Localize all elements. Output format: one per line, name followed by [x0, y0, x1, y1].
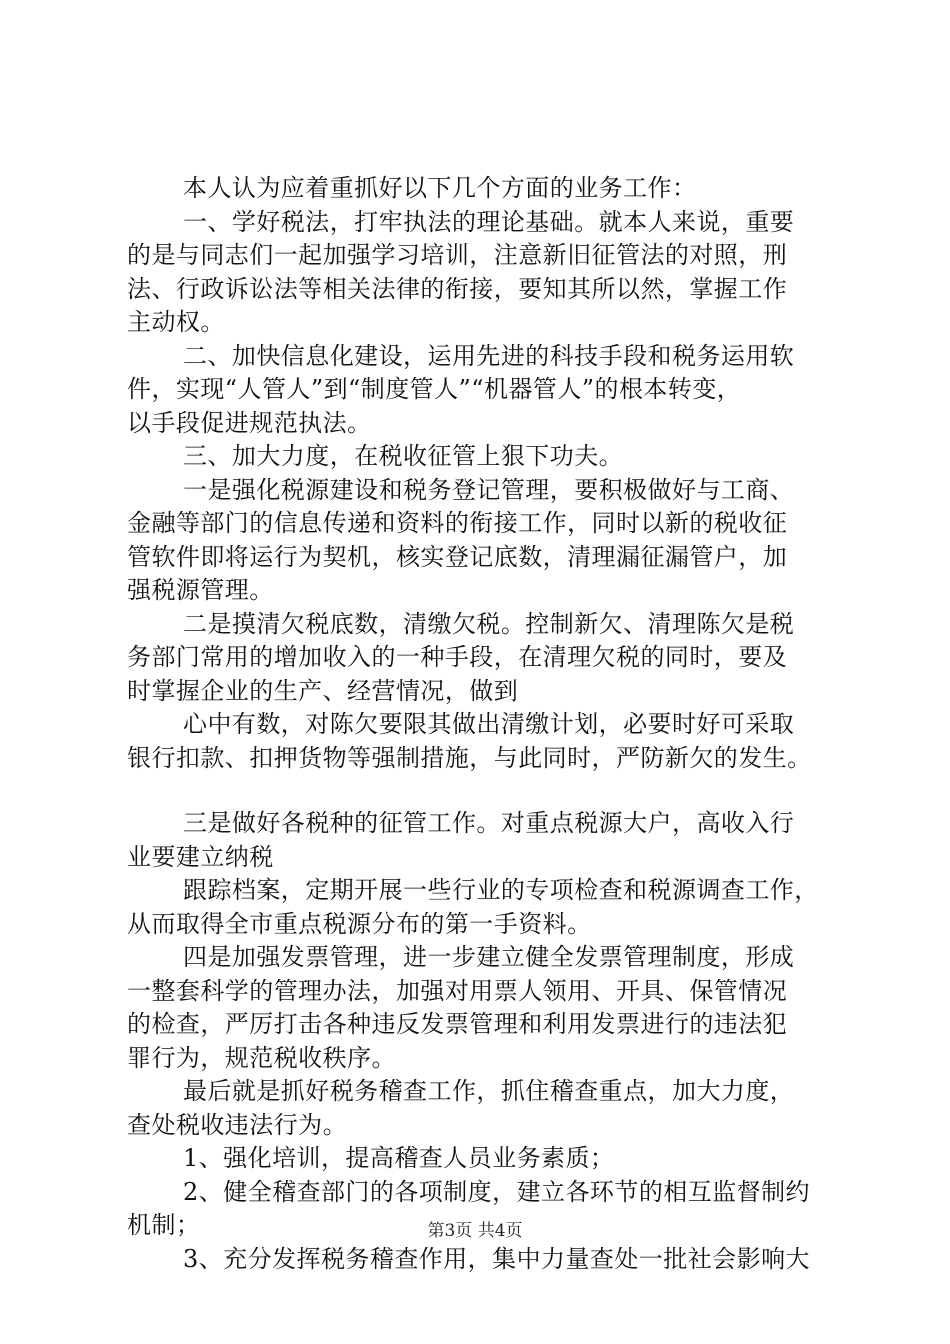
text-line: 罪行为，规范税收秩序。: [127, 1043, 396, 1072]
text-line: 主动权。: [127, 308, 225, 336]
text-line: 三、加大力度，在税收征管上狠下功夫。: [183, 442, 624, 470]
text-line: 1、强化培训，提高稽查人员业务素质；: [183, 1144, 615, 1172]
text-line: 二是摸清欠税底数，清缴欠税。控制新欠、清理陈欠是税: [183, 609, 795, 638]
text-line: 机制；: [127, 1211, 201, 1239]
text-line: 三是做好各税种的征管工作。对重点税源大户，高收入行: [183, 809, 795, 837]
text-line: 查处税收违法行为。: [127, 1110, 348, 1139]
document-body: [127, 172, 837, 1276]
text-line: 本人认为应着重抓好以下几个方面的业务工作：: [183, 174, 697, 202]
text-line: 时掌握企业的生产、经营情况，做到: [127, 676, 519, 705]
text-line: 法、行政诉讼法等相关法律的衔接，要知其所以然，掌握工作: [127, 274, 788, 303]
text-line: 最后就是抓好税务稽查工作，抓住稽查重点，加大力度，: [183, 1077, 795, 1105]
text-line: 金融等部门的信息传递和资料的衔接工作，同时以新的税收征: [127, 509, 788, 537]
text-line: 二、加快信息化建设，运用先进的科技手段和税务运用软: [183, 341, 795, 370]
text-line: 四是加强发票管理，进一步建立健全发票管理制度，形成: [183, 943, 795, 971]
text-line: 3、充分发挥税务稽查作用，集中力量查处一批社会影响大: [183, 1244, 810, 1273]
text-line: 业要建立纳税: [127, 842, 274, 871]
text-line: 以手段促进规范执法。: [127, 408, 372, 437]
text-line: 一整套科学的管理办法，加强对用票人领用、开具、保管情况: [127, 976, 788, 1005]
text-line: 管软件即将运行为契机，核实登记底数，清理漏征漏管户，加: [127, 542, 788, 571]
text-line: 强税源管理。: [127, 576, 274, 604]
paragraph-gap: [127, 775, 837, 807]
text-line: 一、学好税法，打牢执法的理论基础。就本人来说，重要: [183, 207, 795, 236]
text-line: 一是强化税源建设和税务登记管理，要积极做好与工商、: [183, 475, 795, 504]
text-line: 心中有数，对陈欠要限其做出清缴计划，必要时好可采取: [183, 710, 795, 738]
text-line: 银行扣款、扣押货物等强制措施，与此同时，严防新欠的发生。: [127, 743, 812, 772]
page-footer: 第3页 共4页: [427, 1221, 523, 1241]
text-line: 的是与同志们一起加强学习培训，注意新旧征管法的对照，刑: [127, 241, 788, 269]
text-line: 从而取得全市重点税源分布的第一手资料。: [127, 909, 592, 938]
text-line: 务部门常用的增加收入的一种手段，在清理欠税的同时，要及: [127, 643, 788, 671]
text-line: 的检查，严厉打击各种违反发票管理和利用发票进行的违法犯: [127, 1010, 788, 1038]
text-line: 2、健全稽查部门的各项制度，建立各环节的相互监督制约: [183, 1177, 810, 1206]
text-line: 件，实现“人管人”到“制度管人”“机器管人”的根本转变，: [127, 375, 742, 403]
text-line: 跟踪档案，定期开展一些行业的专项检查和税源调查工作，: [183, 876, 819, 904]
